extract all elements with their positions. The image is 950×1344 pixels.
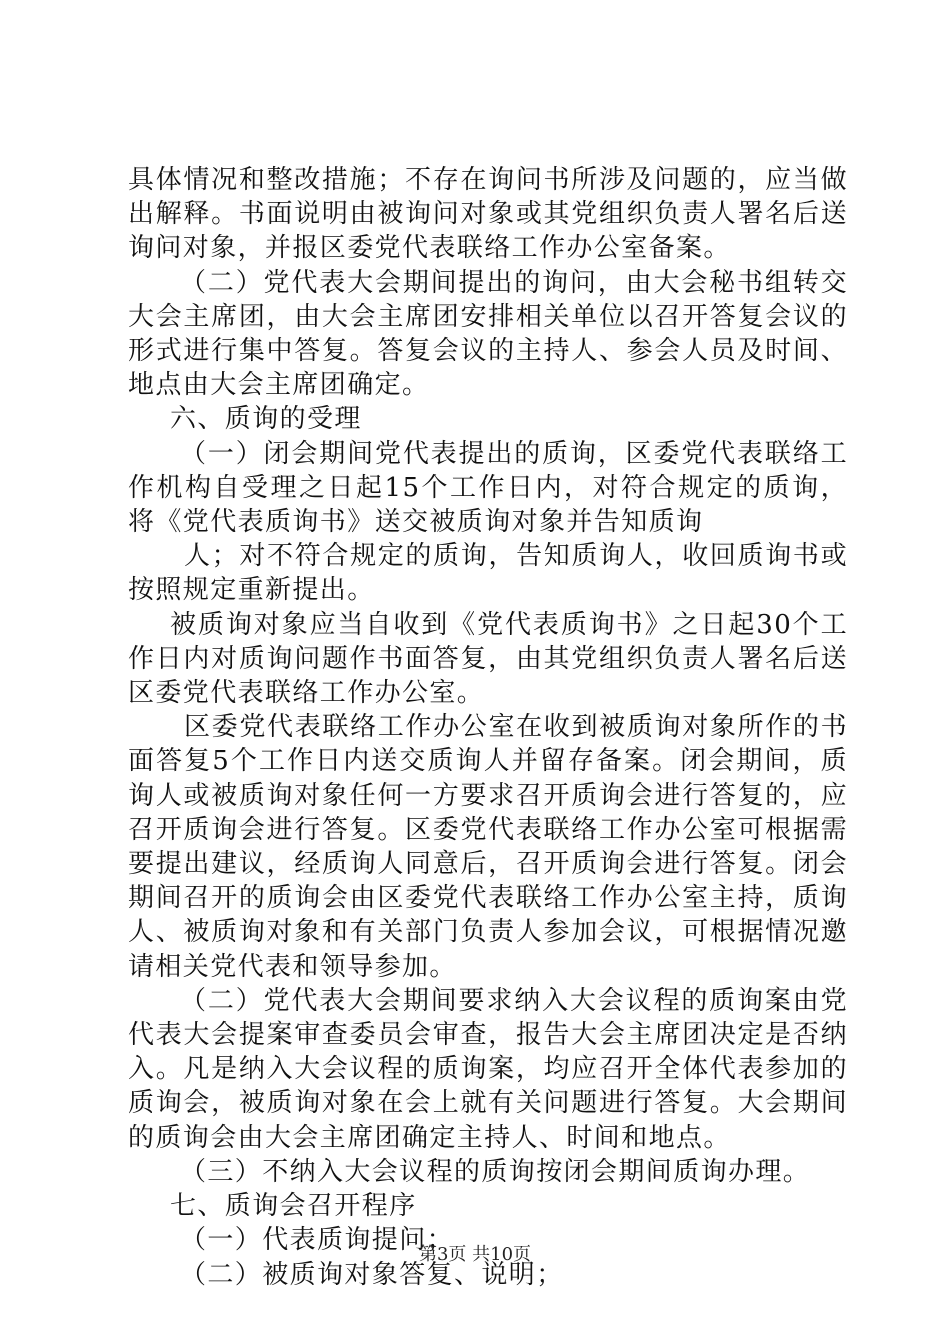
paragraph-2: （二）党代表大会期间提出的询问，由大会秘书组转交大会主席团，由大会主席团安排相关单位以召开答复会议的形式进行集中答复。答复会议的主持人、参会人员及时间、地点由大会主席团确定。	[128, 267, 848, 401]
paragraph-5: 被质询对象应当自收到《党代表质询书》之日起30个工作日内对质询问题作书面答复，由其党组织负责人署名后送区委党代表联络工作办公室。	[128, 609, 848, 709]
procedure-item-2: （二）被质询对象答复、说明；	[180, 1259, 564, 1290]
document-body	[128, 163, 848, 1292]
paragraph-6: 区委党代表联络工作办公室在收到被质询对象所作的书面答复5个工作日内送交质询人并留存备案。闭会期间，质询人或被质询对象任何一方要求召开质询会进行答复的，应召开质询会进行答复。区委党代表联络工作办公室可根据需要提出建议，经质询人同意后，召开质询会进行答复。闭会期间召开的质询会由区委党代表联络工作办公室主持，质询人、被质询对象和有关部门负责人参加会议，可根据情况邀请相关党代表和领导参加。	[128, 712, 848, 982]
section-heading-7: 七、质询会召开程序	[170, 1191, 417, 1222]
paragraph-3: （一）闭会期间党代表提出的质询，区委党代表联络工作机构自受理之日起15个工作日内，对符合规定的质询，将《党代表质询书》送交被质询对象并告知质询	[128, 438, 848, 538]
paragraph-8: （三）不纳入大会议程的质询按闭会期间质询办理。	[180, 1156, 811, 1187]
section-heading-6: 六、质询的受理	[170, 404, 362, 435]
procedure-item-1: （一）代表质询提问；	[180, 1225, 455, 1256]
page-number-footer: 第3页 共10页	[418, 1244, 532, 1265]
paragraph-7: （二）党代表大会期间要求纳入大会议程的质询案由党代表大会提案审查委员会审查，报告大会主席团决定是否纳入。凡是纳入大会议程的质询案，均应召开全体代表参加的质询会，被质询对象在会上就有关问题进行答复。大会期间的质询会由大会主席团确定主持人、时间和地点。	[128, 985, 848, 1153]
paragraph-4: 人；对不符合规定的质询，告知质询人，收回质询书或按照规定重新提出。	[128, 541, 848, 606]
paragraph-1: 具体情况和整改措施；不存在询问书所涉及问题的，应当做出解释。书面说明由被询问对象或其党组织负责人署名后送询问对象，并报区委党代表联络工作办公室备案。	[128, 165, 848, 264]
